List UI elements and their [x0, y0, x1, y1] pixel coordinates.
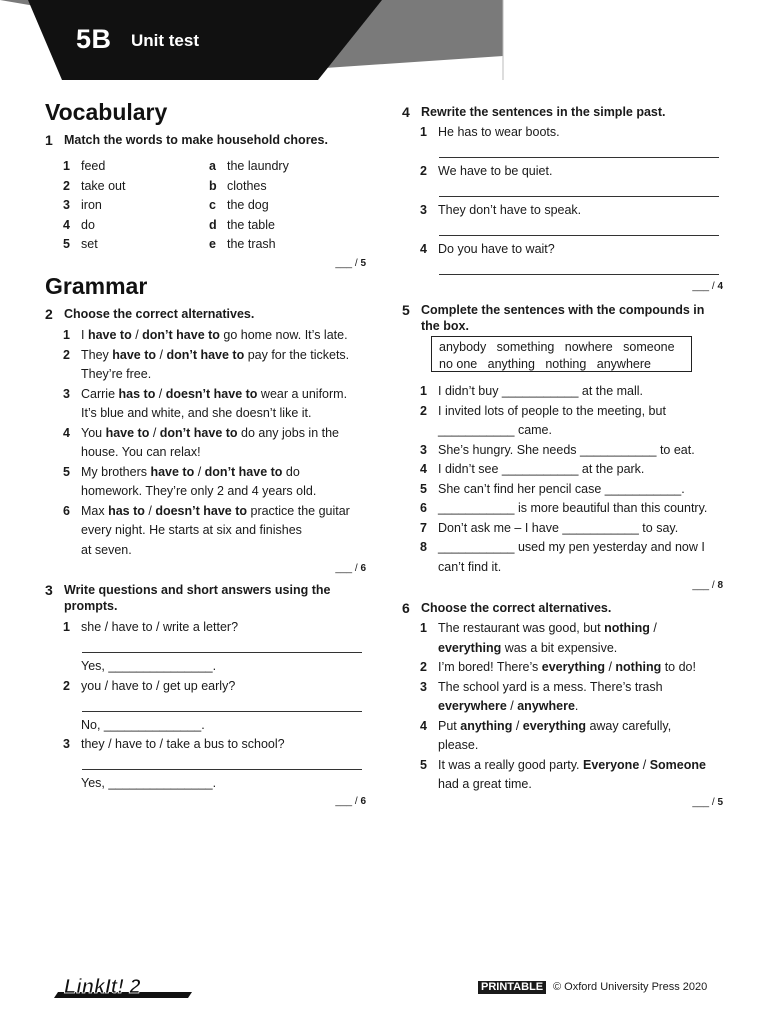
- match-left-item: 2 take out: [63, 178, 126, 193]
- exercise-item: 5 My brothers have to / don’t have to do homework. They’re only 2 and 4 years old.: [63, 464, 317, 498]
- score-box: ___ / 5: [692, 797, 723, 808]
- exercise-item: 4 Put anything / everything away carefully, please.: [420, 718, 672, 752]
- svg-text:LinkIt! 2: LinkIt! 2: [64, 976, 141, 998]
- match-right-item: b clothes: [209, 178, 267, 193]
- answer-line[interactable]: [439, 157, 719, 158]
- exercise-item: 2 you / have to / get up early?: [63, 678, 236, 693]
- exercise-item: 3 She’s hungry. She needs ___________ to eat.: [420, 442, 695, 457]
- exercise-number: 5: [402, 302, 410, 318]
- exercise-item: 3 they / have to / take a bus to school?: [63, 737, 285, 751]
- exercise-item: 2 I invited lots of people to the meeting, but ___________ came.: [420, 403, 666, 437]
- vocabulary-heading: Vocabulary: [45, 99, 168, 125]
- unit-title: Unit test: [131, 31, 199, 50]
- answer-line[interactable]: [82, 711, 362, 712]
- exercise-1-header: [45, 132, 365, 148]
- exercise-5-header: [402, 302, 722, 334]
- exercise-instruction: Match the words to make household chores.: [64, 133, 328, 147]
- match-left-item: 1 feed: [63, 159, 106, 173]
- answer-line[interactable]: [439, 235, 719, 236]
- exercise-4-header: [402, 104, 722, 120]
- match-left-item: 5 set: [63, 237, 98, 251]
- exercise-item: 1 she / have to / write a letter?: [63, 620, 239, 634]
- exercise-instruction: Choose the correct alternatives.: [64, 307, 255, 321]
- exercise-item: 1 He has to wear boots.: [420, 125, 560, 139]
- match-right-item: d the table: [209, 217, 275, 232]
- score-box: ___ / 4: [692, 281, 723, 292]
- short-answer: Yes, _______________.: [81, 776, 217, 790]
- exercise-instruction: Write questions and short answers using the prompts.: [64, 583, 331, 613]
- word-box-line: anybody something nowhere someone: [439, 340, 675, 354]
- match-right-item: e the trash: [209, 237, 276, 251]
- exercise-item: 2 I’m bored! There’s everything / nothing to do!: [420, 660, 696, 674]
- exercise-item: 1 I didn’t buy ___________ at the mall.: [420, 384, 644, 398]
- exercise-item: 5 It was a really good party. Everyone / Someone had a great time.: [420, 757, 706, 791]
- exercise-number: 6: [402, 600, 410, 616]
- short-answer: No, ______________.: [81, 717, 205, 732]
- unit-number: 5B: [76, 24, 112, 54]
- exercise-item: 1 The restaurant was good, but nothing / everything was a bit expensive.: [420, 621, 657, 655]
- exercise-3-header: [45, 582, 365, 614]
- score-box: ___ / 6: [335, 563, 366, 574]
- word-box: [431, 336, 692, 372]
- exercise-item: 6 Max has to / doesn’t have to practice the guitar every night. He starts at six and finishes at seven.: [63, 503, 350, 557]
- exercise-instruction: Complete the sentences with the compounds in the box.: [421, 303, 705, 333]
- copyright-text: © Oxford University Press 2020: [553, 981, 708, 993]
- linkit-logo: [52, 972, 202, 1000]
- exercise-instruction: Choose the correct alternatives.: [421, 601, 612, 615]
- exercise-item: 3 They don’t have to speak.: [420, 203, 582, 217]
- short-answer: Yes, _______________.: [81, 659, 217, 673]
- match-right-item: a the laundry: [209, 159, 289, 173]
- match-left-item: 3 iron: [63, 198, 102, 212]
- exercise-item: 6 ___________ is more beautiful than this country.: [420, 501, 708, 515]
- exercise-item: 4 I didn’t see ___________ at the park.: [420, 462, 645, 476]
- answer-line[interactable]: [439, 196, 719, 197]
- exercise-item: 7 Don’t ask me – I have ___________ to say.: [420, 520, 679, 535]
- exercise-number: 3: [45, 582, 53, 598]
- exercise-6-header: [402, 600, 722, 616]
- exercise-number: 1: [45, 132, 53, 148]
- exercise-item: 1 I have to / don’t have to go home now. It’s late.: [63, 328, 348, 342]
- answer-line[interactable]: [439, 274, 719, 275]
- exercise-number: 2: [45, 306, 53, 322]
- exercise-2-header: [45, 306, 365, 322]
- exercise-item: 2 They have to / don’t have to pay for the tickets. They’re free.: [63, 347, 350, 381]
- exercise-item: 4 Do you have to wait?: [420, 242, 555, 256]
- printable-badge: PRINTABLE: [478, 981, 546, 994]
- match-left-item: 4 do: [63, 217, 95, 232]
- exercise-item: 3 The school yard is a mess. There’s trash everywhere / anywhere.: [420, 679, 663, 713]
- exercise-item: 3 Carrie has to / doesn’t have to wear a uniform. It’s blue and white, and she doesn’t like it.: [63, 386, 348, 420]
- score-box: ___ / 6: [335, 796, 366, 807]
- score-box: ___ / 8: [692, 580, 723, 591]
- exercise-item: 5 She can’t find her pencil case ___________.: [420, 481, 685, 496]
- answer-line[interactable]: [82, 652, 362, 653]
- match-right-item: c the dog: [209, 198, 269, 212]
- exercise-number: 4: [402, 104, 410, 120]
- exercise-item: 8 ___________ used my pen yesterday and now I can’t find it.: [420, 540, 705, 574]
- word-box-line: no one anything nothing anywhere: [439, 357, 651, 371]
- score-box: ___ / 5: [335, 258, 366, 269]
- exercise-instruction: Rewrite the sentences in the simple past.: [421, 105, 666, 119]
- exercise-item: 4 You have to / don’t have to do any jobs in the house. You can relax!: [63, 425, 340, 459]
- exercise-item: 2 We have to be quiet.: [420, 164, 553, 178]
- grammar-heading: Grammar: [45, 273, 148, 299]
- header-banner: [0, 0, 768, 100]
- answer-line[interactable]: [82, 769, 362, 770]
